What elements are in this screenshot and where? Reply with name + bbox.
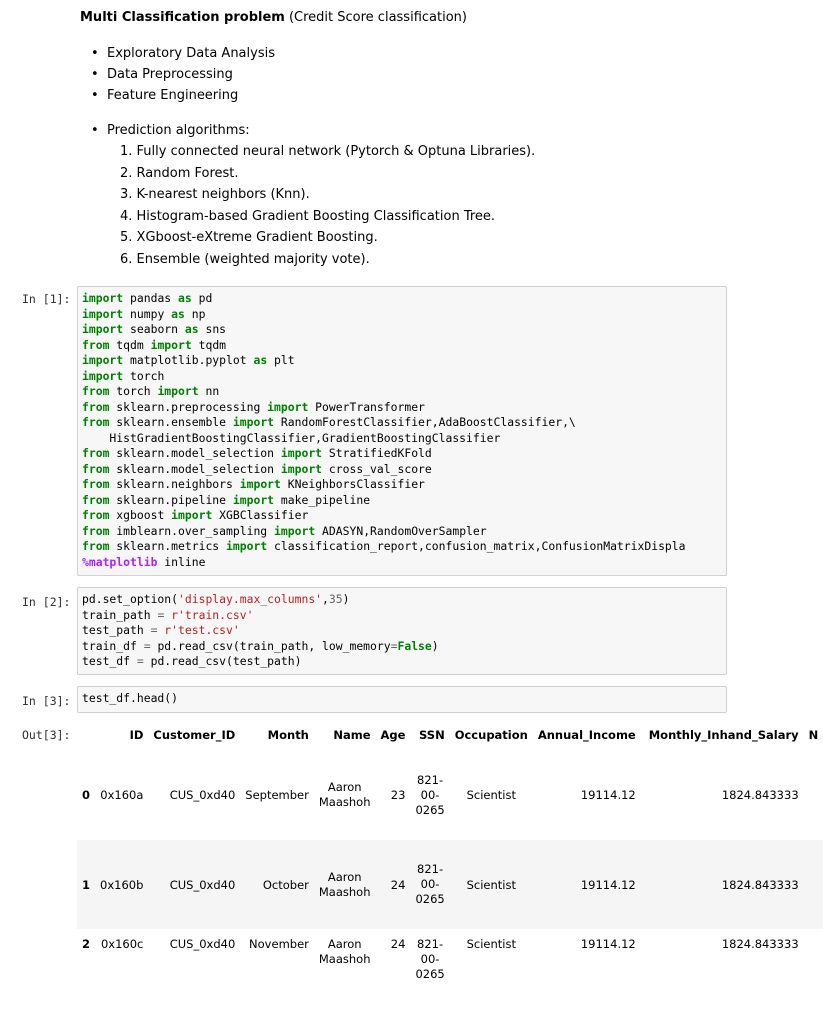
col-header: ID [129,728,144,742]
algorithm-item: 1. Fully connected neural network (Pytorch & Optuna Libraries). [120,144,536,159]
cell-ssn [410,840,449,929]
markdown-title [80,8,467,28]
dataframe-output [77,720,819,1024]
cell-ssn [410,750,449,840]
name-last: Maashoh [318,952,371,966]
cell-customer-id: CUS_0xd40 [169,937,236,951]
ssn-part: 00- [420,877,440,891]
cell-name [314,929,376,989]
dataframe-table [77,720,823,989]
col-header: Name [333,728,371,742]
cell-2-code[interactable]: pd.set_option('display.max_columns',35) train_path = r'train.csv' test_path = r'test.csv' train_df = pd.read_csv(train_path, low_memory=False) test_df = pd.read_csv(test_path) [77,587,727,675]
cell-month: November [249,937,309,951]
cell-customer-id: CUS_0xd40 [169,788,236,802]
table-row [77,929,823,989]
ssn-part: 0265 [415,892,445,906]
col-header: Annual_Income [537,728,636,742]
cell-id: 0x160c [100,937,144,951]
ssn-part: 0265 [415,802,445,817]
name-first: Aaron [327,780,362,794]
ssn-part: 821- [417,772,444,787]
cell-age: 24 [390,937,406,951]
algorithm-item: 4. Histogram-based Gradient Boosting Classification Tree. [120,208,496,224]
ssn-part: 00- [420,952,440,966]
col-header: N [808,728,819,742]
cell-annual-income: 19114.12 [580,788,636,802]
algorithm-item: 5. XGboost-eXtreme Gradient Boosting. [120,230,378,245]
row-index: 0 [82,788,91,802]
ssn-part: 0265 [415,967,445,981]
title-subtitle: (Credit Score classification) [288,10,467,25]
algorithm-item: 6. Ensemble (weighted majority vote). [120,251,370,267]
cell-1-code[interactable]: import pandas as pd import numpy as np import seaborn as sns from tqdm import tqdm import matplotlib.pyplot as plt import torch from torch import nn from sklearn.preprocessing import PowerTransformer from sklearn.ensemble import RandomForestClassifier,AdaBoostClassifier,\ HistGradientBoostingClassifier,GradientBoostingClassifier from sklearn.model_selection import StratifiedKFold from sklearn.model_selection import cross_val_score from sklearn.neighbors import KNeighborsClassifier from sklearn.pipeline import make_pipeline from xgboost import XGBClassifier from imblearn.over_sampling import ADASYN,RandomOverSampler from sklearn.metrics import classification_report,confusion_matrix,ConfusionMatrixDispla %matplotlib inline [77,286,727,576]
bullet-list [107,43,275,106]
cell-name [314,840,376,929]
algorithm-list [120,141,535,270]
name-last: Maashoh [318,795,371,809]
output-prompt: Out[3]: [22,728,71,742]
col-header: Occupation [454,728,528,742]
cell-2-prompt: In [2]: [22,595,71,609]
col-header [77,720,95,750]
cell-monthly-salary: 1824.843333 [721,937,799,951]
cell-occupation: Scientist [450,840,533,929]
cell-annual-income: 19114.12 [580,937,636,951]
cell-id: 0x160b [95,840,148,929]
cell-1-prompt: In [1]: [22,292,71,306]
cell-month: October [240,840,314,929]
table-row [77,750,823,840]
cell-name [314,750,376,840]
cell-monthly-salary: 1824.843333 [721,788,799,802]
cell-ssn [410,929,449,989]
cell-customer-id: CUS_0xd40 [148,840,240,929]
cell-monthly-salary: 1824.843333 [641,840,804,929]
bullet-item: • Prediction algorithms: [107,120,250,141]
cell-3-prompt: In [3]: [22,694,71,708]
col-header: SSN [419,728,445,742]
bullet-item: • Data Preprocessing [107,64,275,85]
algorithm-item: 3. K-nearest neighbors (Knn). [120,187,310,202]
col-header: Age [380,728,406,742]
cell-occupation: Scientist [466,937,516,951]
cell-age: 23 [390,788,406,802]
algorithm-item: 2. Random Forest. [120,165,239,181]
cell-id: 0x160a [100,788,144,802]
ssn-part: 821- [417,937,444,951]
name-first: Aaron [327,869,362,884]
cell-3-code[interactable]: test_df.head() [77,686,727,713]
prediction-list [107,120,250,141]
name-last: Maashoh [318,884,371,899]
col-header: Month [267,728,309,742]
cell-age: 24 [376,840,411,929]
name-first: Aaron [327,937,362,951]
cell-annual-income: 19114.12 [533,840,641,929]
ssn-part: 821- [417,862,444,876]
cell-month: September [245,788,309,802]
title-bold: Multi Classification problem [80,10,285,25]
bullet-item: • Feature Engineering [107,85,275,106]
cell-occupation: Scientist [466,788,516,802]
table-row [77,840,823,929]
row-index: 2 [82,937,91,951]
ssn-part: 00- [420,787,440,802]
bullet-item: • Exploratory Data Analysis [107,43,275,64]
row-index: 1 [77,840,95,929]
col-header: Monthly_Inhand_Salary [648,728,799,742]
col-header: Customer_ID [153,728,236,742]
